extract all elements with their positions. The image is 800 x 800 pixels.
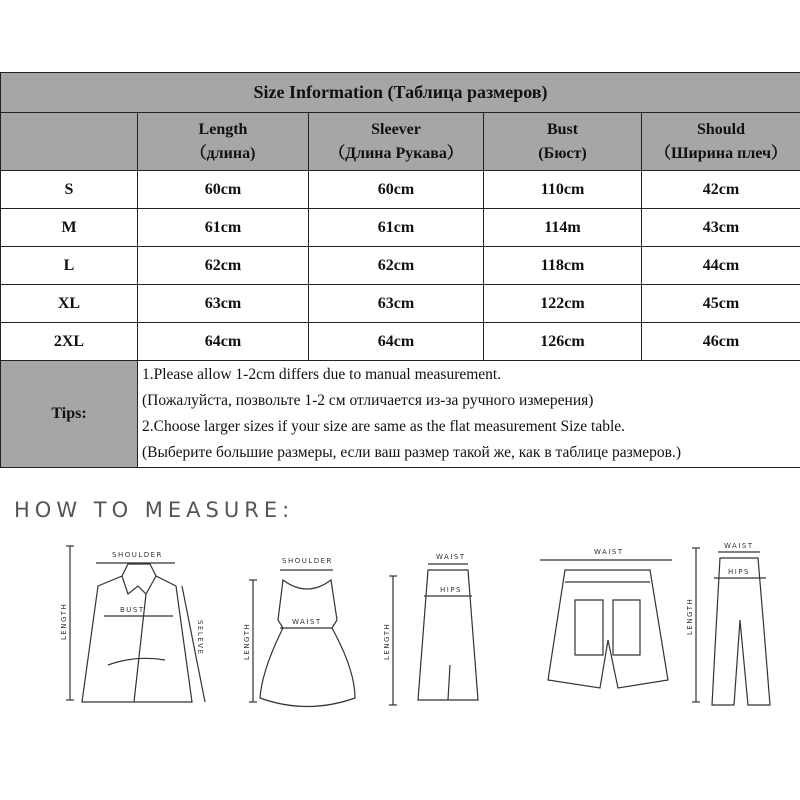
cell: 64cm: [138, 323, 309, 361]
cell: 110cm: [484, 171, 642, 209]
dress-illustration: [243, 557, 355, 707]
cell: 114m: [484, 209, 642, 247]
header-sleeve: Sleever （Длина Рукава）: [309, 113, 484, 171]
length-label: LENGTH: [383, 622, 391, 660]
cell: 62cm: [138, 247, 309, 285]
header-empty: [1, 113, 138, 171]
cell: 60cm: [309, 171, 484, 209]
cell: 43cm: [642, 209, 800, 247]
table-row: [1, 171, 800, 209]
jacket-illustration: [60, 546, 205, 702]
cell: 63cm: [309, 285, 484, 323]
waist-label: WAIST: [292, 618, 322, 626]
header-bust: Bust (Бюст): [484, 113, 642, 171]
cell: 126cm: [484, 323, 642, 361]
cell: 61cm: [309, 209, 484, 247]
table-row: [1, 285, 800, 323]
shoulder-label: SHOULDER: [112, 551, 163, 559]
cell: 45cm: [642, 285, 800, 323]
size-cell: M: [1, 209, 138, 247]
waist-label: WAIST: [594, 548, 624, 556]
header-row: [1, 113, 800, 171]
table-row: [1, 323, 800, 361]
cell: 64cm: [309, 323, 484, 361]
tips-text: 1.Please allow 1-2cm differs due to manual measurement. (Пожалуйста, позвольте 1-2 см отличается из-за ручного измерения) 2.Choose larger sizes if your size are same as the flat measurement Size table. (Выберите большие размеры, если ваш размер такой же, как в таблице размеров.): [138, 361, 800, 468]
cell: 61cm: [138, 209, 309, 247]
cell: 60cm: [138, 171, 309, 209]
cell: 122cm: [484, 285, 642, 323]
skirt-illustration: [383, 553, 478, 705]
hips-label: HIPS: [728, 568, 750, 576]
tips-label: Tips:: [1, 361, 138, 468]
size-cell: S: [1, 171, 138, 209]
size-cell: L: [1, 247, 138, 285]
shorts-illustration: [540, 548, 672, 688]
length-label: LENGTH: [686, 597, 694, 635]
pants-illustration: [686, 542, 770, 705]
table-row: [1, 247, 800, 285]
table-title: Size Information (Таблица размеров): [1, 73, 800, 113]
cell: 46cm: [642, 323, 800, 361]
bust-label: BUST: [120, 606, 145, 614]
header-length: Length （длина): [138, 113, 309, 171]
size-table: [0, 72, 800, 468]
size-cell: XL: [1, 285, 138, 323]
waist-label: WAIST: [724, 542, 754, 550]
sleeve-label: SELEVE: [196, 620, 204, 656]
how-to-measure-title: HOW TO MEASURE:: [14, 498, 295, 522]
cell: 44cm: [642, 247, 800, 285]
cell: 62cm: [309, 247, 484, 285]
hips-label: HIPS: [440, 586, 462, 594]
shoulder-label: SHOULDER: [282, 557, 333, 565]
cell: 118cm: [484, 247, 642, 285]
cell: 63cm: [138, 285, 309, 323]
size-cell: 2XL: [1, 323, 138, 361]
header-shoulder: Should （Ширина плеч）: [642, 113, 800, 171]
waist-label: WAIST: [436, 553, 466, 561]
cell: 42cm: [642, 171, 800, 209]
table-row: [1, 209, 800, 247]
tips-row: [1, 361, 800, 468]
length-label: LENGTH: [60, 602, 68, 640]
measurement-illustrations: [0, 530, 800, 800]
length-label: LENGTH: [243, 622, 251, 660]
